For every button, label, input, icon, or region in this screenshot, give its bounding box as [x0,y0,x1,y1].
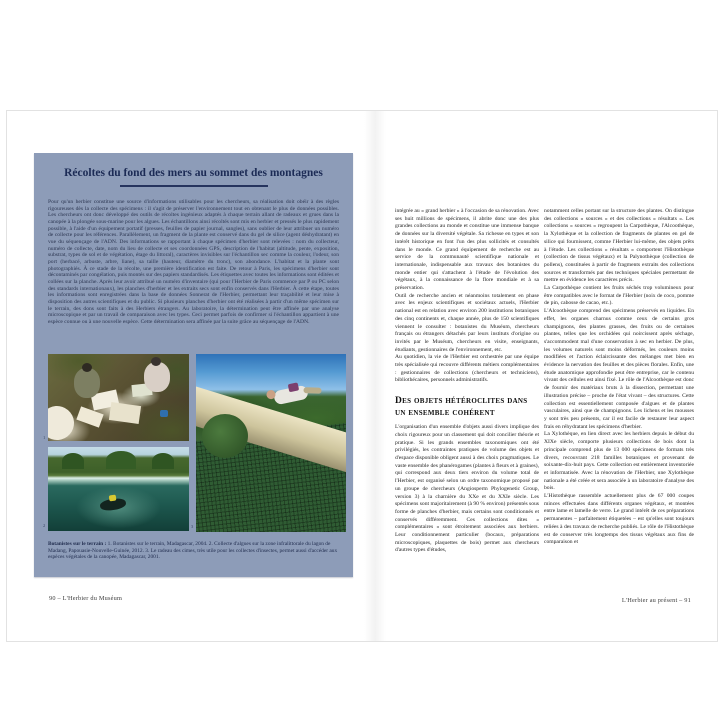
botanist-head [82,363,92,372]
paragraph: Au quotidien, la vie de l'Herbier est orchestrée par une équipe très spécialisée qui recouvre différents métiers complémentaires : gestionnaires de collections (chercheurs et techniciens), bibliothécaires, personnels administratifs. [395,354,539,384]
palm-trees [62,453,84,469]
botanist-head [151,357,161,366]
section-heading [395,396,539,419]
paragraph: L'Alcoothèque comprend des spécimens préservés en liquides. En effet, les organes charnus comme ceux de certains gros champignons, des plantes grasses, des fruits ou de certaines plantes, telles que les orchidées qui noircissent après séchage, s'accommodent mal d'une conservation à sec en herbier. De plus, les volumes naturels sont moins déformés, les couleurs moins modifiées et l'action éclaircissante des mélanges met bien en évidence la nervation des feuilles et des pièces florales. Enfin, une étude anatomique approfondie peut être entreprise, car le contenu vivant des cellules est ainsi fixé. Le rôle de l'Alcoothèque est donc de fournir des matériaux bruts à la dissection, permettant une illustration précise – proche de l'état vivant – des structures. Cette collection est essentiellement composée d'algues et de plantes vasculaires, ainsi que de champignons. Les lichens et les mousses y sont très peu présents, car il est facile de restaurer leur aspect frais en réhydratant les spécimens d'herbier. [544,308,694,430]
paragraph: notamment celles portant sur la structure des plantes. On distingue des collections « sources » et des collections « résultats ». Les collections « sources » regroupent la Carpothèque, l'Alcoothèque, la Xylothèque et la collection de fragments de plantes en gel de silice qui fournissent, comme l'Herbier lui-même, des objets prêts à l'étude. Les collections « résultats » comportent l'Histothèque (collection de tissus végétaux) et la Palynothèque (collection de pollens), constituées à partir de fragments extraits des collections sources et transformés par des techniques spéciales permettant de mettre en évidence les caractères précis. [544,208,694,284]
researcher-pack [288,382,299,392]
figure-number-3: 3 [191,524,194,529]
dive-tank [109,495,117,502]
photo-caption [48,541,339,561]
paragraph: L'Histothèque rassemble actuellement plus de 67 000 coupes minces effectuées dans différents organes végétaux, et montées entre lame et lamelle de verre. Le grand intérêt de ces préparations permanentes – parfaitement étiquetées – est qu'elles sont toujours reliées à des travaux de recherche publiés. Le rôle de l'Histothèque est de conserver très longtemps des tissus végétaux aux fins de comparaison et [544,493,694,546]
botanist-figure [74,368,100,398]
left-page-blue-panel [34,153,353,577]
press-paper [76,406,103,427]
figure-number-1: 1 [43,435,46,440]
paragraph: intégrée au « grand herbier » à l'occasion de sa rénovation. Avec ses huit millions de spécimens, il abrite donc une des plus grandes collections au monde et constitue une immense banque de données sur la diversité végétale. Sa richesse en types et son intérêt historique en font l'un des plus sollicités et consultés dans le monde. Ce grand équipement de recherche est au service de la communauté scientifique nationale et internationale, indispensable aux travaux des botanistes du monde entier qui s'attachent à l'étude de l'évolution des végétaux, à la connaissance de la flore mondiale et à sa préservation. [395,208,539,292]
paragraph: La Xylothèque, en lien direct avec les herbiers depuis le début du XIXe siècle, comporte plusieurs collections de bois dont la principale comprend plus de 13 000 spécimens de formats très divers, recouvrant 218 familles botaniques et provenant de soixante-dix-huit pays. Cette collection est entièrement inventoriée et informatisée. Avec la rénovation de l'Herbier, une Xylothèque nationale a été créée et sera associée à un laboratoire d'analyse des bois. [544,431,694,492]
researcher-head [266,389,277,400]
left-page-body-text: Pour qu'un herbier constitue une source d'informations utilisables pour les chercheurs, sa réalisation doit obéir à des règles rigoureuses dès la collecte des spécimens : il s'agit de préserver l'environnement tout en obtenant le plus de données possibles. Les chercheurs ont donc développé des outils de récoltes ingénieux adaptés à chaque terrain allant de radeaux et grues dans la canopée à la plongée sous-marine pour les algues. Les échantillons ainsi récoltés sont mis en herbier et pressés le plus rapidement possible, à l'aide d'un équipement portatif (presses, feuilles de papier journal, sangles), sans oublier de leur attribuer un numéro de collecte pour les références. Parallèlement, un fragment de la plante est conservé dans du gel de silice (agent déshydratant) en vue du séquençage de l'ADN. Des informations se rapportant à chaque spécimen d'herbier sont relevées : nom du collecteur, numéro de collecte, date, nom du lieu de collecte et ses coordonnées GPS, description de l'habitat (altitude, pente, exposition, substrat, types de sol et de végétation, étage du littoral), caractères invisibles sur l'échantillon sec comme la couleur, l'odeur, son port (herbacé, arbuste, arbre, liane), sa taille (hauteur, diamètre du tronc), son abondance. L'habitat et la plante sont photographiés. À ce stade de la récolte, une première identification est faite. De retour à Paris, les spécimens d'herbier sont décontaminés par congélation, puis montés sur des papiers standardisés. Les étiquettes avec toutes les informations sont éditées et collées sur la planche. Après leur avoir attribué un numéro d'inventaire (qui pour l'Herbier de Paris commence par P ou PC selon des standards internationaux), les planches d'herbier et les extraits secs sont enfin conservés dans l'Herbier. À cette étape, toutes les informations sont enregistrées dans la base de données Sonnerat de l'Herbier, permettant leur traçabilité et leur mise à disposition des autres scientifiques et du public. Si plusieurs planches d'herbier ont été réalisées à partir d'un même spécimen sur le terrain, des dons sont faits à des Herbiers étrangers. Au laboratoire, la détermination peut être affinée par une analyse microscopique et par un travail de comparaison avec les types. Ceci permet parfois de confirmer si l'échantillon appartient à une espèce connue ou à une nouvelle espèce. Cette détermination sera affinée par la suite grâce au séquençage de l'ADN. [48,199,339,325]
paragraph: Outil de recherche ancien et néanmoins totalement en phase avec les enjeux scientifiques et sociétaux actuels, l'Herbier national est en relation avec environ 200 institutions botaniques des cinq continents et, chaque année, plus de 150 scientifiques viennent le consulter : botanistes du Muséum, chercheurs français ou étrangers détachés par leurs instituts d'origine ou invités par le Muséum, chercheurs en visite, enseignants, étudiants, gestionnaires de l'environnement, etc. [395,292,539,353]
photo-field-plant-pressing [48,354,189,441]
book-spread [6,110,718,642]
photo-canopy-raft [196,354,346,532]
press-paper [109,402,141,424]
caption-text: 1. Botanistes sur le terrain, Madagascar, 2004. 2. Collecte d'algues sur la zone infralittorale du lagon de Madang, Papouasie-Nouvelle-Guinée, 2012. 3. Le radeau des cimes, très utile pour les collectes d'insectes, permet aussi d'accéder aux espèces végétales de la canopée, Madagascar, 2001. [48,541,338,560]
section-heading-line1: Des objets hétéroclites dans [395,396,528,407]
page-title: Récoltes du fond des mers au sommet des montagnes [64,167,323,179]
photo-algae-diving [48,447,189,531]
botanist-figure [144,362,170,392]
researcher-legs [303,387,321,394]
section-heading-line2: un ensemble cohérent [395,407,495,418]
paragraph: L'organisation d'un ensemble d'objets aussi divers implique des choix rigoureux pour un classement qui doit concilier théorie et pratique. Si les grands ensembles taxonomiques ont été privilégiés, les contraintes pratiques de volume des objets et d'espace disponible obligent aussi à des choix pragmatiques. Le vaste ensemble des phanérogames (plantes à fleurs et à graines), qui correspond aux deux tiers environ du volume total de l'Herbier, est organisé selon un ordre taxonomique proposé par un groupe de chercheurs (Angiosperm Phylogenetic Group, version 3) à la charnière du XXe et du XXIe siècle. Les spécimens sont majoritairement (à 90 % environ) présentés sous forme de planches d'herbier, mais certains sont conditionnés et conservés différemment. Ces collections dites « complémentaires » sont étroitement associées aux herbiers. Leur conditionnement particulier (bocaux, préparations microscopiques, plaquettes de bois) permet aux chercheurs d'autres types d'études, [395,424,539,554]
raft-rolled-edge [202,414,248,458]
left-page-footer: 90 – L'Herbier du Muséum [49,595,123,602]
figure-number-2: 2 [43,523,46,528]
page-gutter [364,111,386,641]
paragraph: La Carpothèque contient les fruits séchés trop volumineux pour être compatibles avec le format de l'Herbier (noix de coco, pomme de pin, cabosse de cacao, etc.). [544,285,694,307]
palm-trees [152,453,174,469]
palm-trees [106,451,136,469]
researcher-figure [273,385,309,406]
title-underline [120,185,268,187]
collecting-sack [48,402,78,441]
right-page-footer: L'Herbier au présent – 91 [621,597,691,604]
right-page-column-2 [544,208,694,547]
right-page-column-1 [395,208,539,555]
blue-bucket [160,410,168,417]
caption-lead: Botanistes sur le terrain : [48,541,107,547]
diver-figure [99,497,126,512]
